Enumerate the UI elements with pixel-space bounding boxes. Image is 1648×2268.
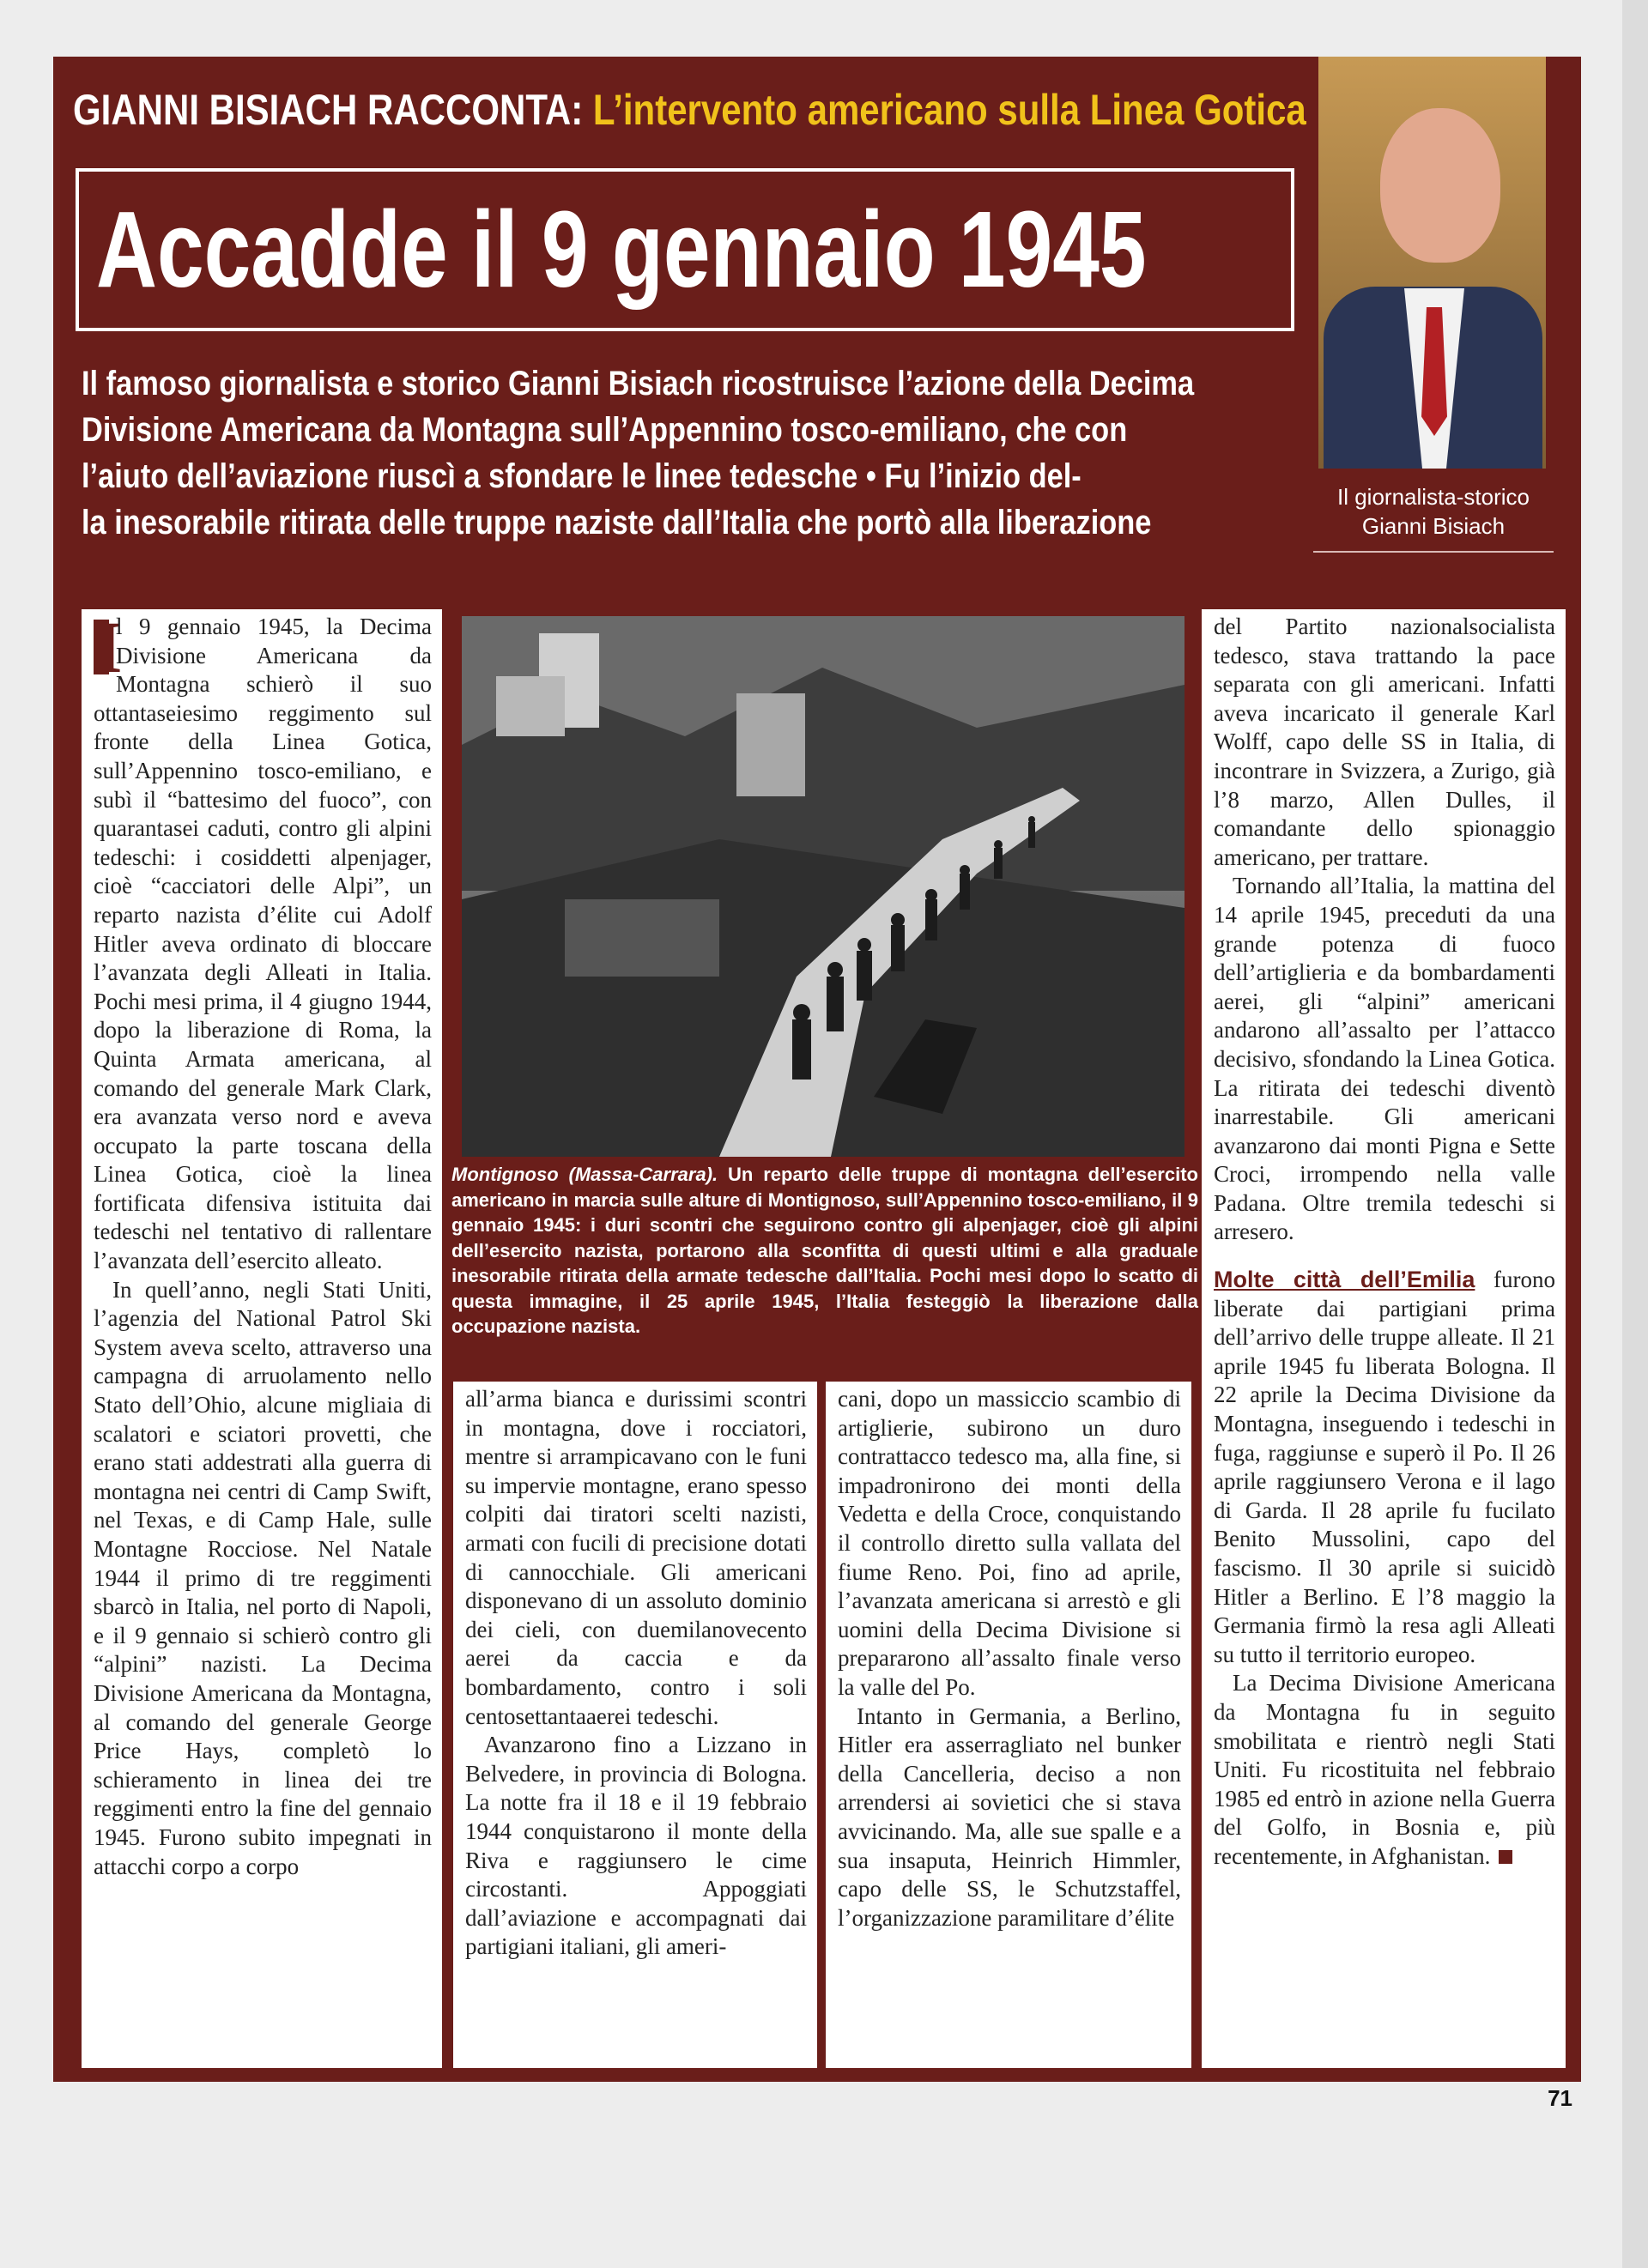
kicker-lead: GIANNI BISIACH RACCONTA: <box>73 86 584 134</box>
kicker-topic: L’intervento americano sulla Linea Gotica <box>592 86 1306 134</box>
article-column-1 <box>82 609 442 2068</box>
paragraph: In quell’anno, negli Stati Uniti, l’agenzia del National Patrol Ski System aveva scelto, attraverso una campagna di arruolamento nello Stato dell’Ohio, alcune migliaia di scalatori e sciatori provetti, che erano stati addestrati alla guerra di montagna nei centri di Camp Swift, nel Texas, e di Camp Hale, sulle Montagne Rocciose. Nel Natale 1944 il primo di tre reggimenti sbarcò in Italia, nel porto di Napoli, e il 9 gennaio si schierò contro gli “alpini” nazisti. La Decima Divisione Americana da Montagna, al comando del generale George Price Hays, completò lo schieramento in linea dei tre reggimenti entro la fine del gennaio 1945. Furono subito impegnati in attacchi corpo a corpo <box>94 1276 432 1879</box>
standfirst-line: Il famoso giornalista e storico Gianni Bisiach ricostruisce l’azione della Decima <box>82 365 1195 402</box>
photo-soldiers-marching <box>462 616 1184 1157</box>
article-column-2 <box>453 1382 817 2068</box>
paragraph: I l 9 gennaio 1945, la Decima Divisione Americana da Montagna schierò il suo ottantaseiesimo reggimento sul fronte della Linea Gotica, sull’Appennino tosco-emiliano, e subì il “battesimo del fuoco”, con quarantasei caduti, contro gli alpini tedeschi: i cosiddetti alpenjager, cioè “cacciatori delle Alpi”, un reparto nazista d’élite cui Adolf Hitler aveva ordinato di bloccare l’avanzata degli Alleati in Italia. Pochi mesi prima, il 4 giugno 1944, dopo la liberazione di Roma, la Quinta Armata americana, al comando del generale Mark Clark, era avanzata verso nord e aveva occupato la parte toscana della Linea Gotica, cioè la linea fortificata difensiva istituita dai tedeschi nel tentativo di rallentare l’avanzata dell’esercito alleato. <box>94 609 432 1274</box>
page-number: 71 <box>1548 2085 1572 2111</box>
paragraph: La Decima Divisione Americana da Montagna fu in seguito smobilitata e rientrò negli Stati Uniti. Fu ricostituita nel febbraio 1985 ed entrò in azione nella Guerra del Golfo, in Bosnia e, più recentemente, in Afghanistan. <box>1214 1670 1555 1869</box>
war-photo <box>462 616 1184 1157</box>
page-edge <box>1622 0 1648 2268</box>
paragraph: Molte città dell’Emilia furono liberate dai partigiani prima dell’arrivo delle truppe alleate. Il 21 aprile 1945 fu liberata Bologna. Il 22 aprile la Decima Divisione da Montagna, inseguendo i tedeschi in fuga, raggiunse e superò il Po. Il 26 aprile raggiunsero Verona e il lago di Garda. Il 28 aprile fu fucilato Benito Mussolini, capo del fascismo. Il 30 aprile si suicidò Hitler a Berlino. E l’8 maggio la Germania firmò la resa agli Alleati su tutto il territorio europeo. <box>1214 1267 1556 1667</box>
kicker <box>73 76 1306 144</box>
paragraph: Intanto in Germania, a Berlino, Hitler era asserragliato nel bunker della Cancelleria, deciso a non arrendersi ai sovietici che si stava avvicinando. Ma, alle sue spalle e a sua insaputa, Heinrich Himmler, capo delle SS, le Schutzstaffel, l’organizzazione paramilitare d’élite <box>838 1703 1181 1931</box>
paragraph: Avanzarono fino a Lizzano in Belvedere, in provincia di Bologna. La notte fra il 18 e il 19 febbraio 1944 conquistarono il monte della Riva e raggiunsero le cime circostanti. Appoggiati dall’aviazione e accompagnati dai partigiani italiani, gli ameri- <box>465 1732 807 1960</box>
portrait-caption-name: Gianni Bisiach <box>1361 513 1506 539</box>
paragraph: cani, dopo un massiccio scambio di artiglierie, subirono un duro contrattacco tedesco ma, alla fine, si impadronirono dei monti della Vedetta e della Croce, conquistando il controllo diretto sulla vallata del fiume Reno. Poi, fino ad aprile, l’avanzata americana si arrestò e gli uomini della Decima Divisione si prepararono all’assalto finale verso la valle del Po. <box>838 1386 1181 1700</box>
photo-caption-text: Un reparto delle truppe di montagna dell’esercito americano in marcia sulle alture di Montignoso, sull’Appennino tosco-emiliano, il 9 gennaio 1945: i duri scontri che seguirono contro gli alpenjager, cioè gli alpini dell’esercito nazista, portarono alla sconfitta di questi ultimi e alla graduale inesorabile ritirata della armate tedesche dall’Italia. Pochi mesi dopo lo scatto di questa immagine, il 25 aprile 1945, l’Italia festeggiò la liberazione dalla occupazione nazista. <box>451 1164 1198 1337</box>
caption-rule <box>1313 551 1554 553</box>
portrait-caption <box>1313 482 1554 541</box>
portrait-face <box>1380 108 1500 263</box>
headline: Accadde il 9 gennaio 1945 <box>96 189 1147 310</box>
drop-cap: I <box>94 609 123 688</box>
standfirst-line: la inesorabile ritirata delle truppe naziste dall’Italia che portò alla liberazione <box>82 504 1152 541</box>
portrait-caption-line: Il giornalista-storico <box>1337 484 1530 510</box>
article-column-4 <box>1202 609 1566 2068</box>
photo-caption <box>451 1162 1198 1340</box>
author-portrait <box>1318 57 1546 469</box>
article-column-3 <box>826 1382 1191 2068</box>
paragraph: Tornando all’Italia, la mattina del 14 aprile 1945, preceduti da una grande potenza di fuoco dell’artiglieria e da bombardamenti aerei, gli “alpini” americani andarono all’assalto per l’attacco decisivo, sfondando la Linea Gotica. La ritirata dei tedeschi diventò inarrestabile. Gli americani avanzarono dai monti Pigna e Sette Croci, irrompendo nella valle Padana. Oltre tremila tedeschi si arresero. <box>1214 873 1555 1245</box>
standfirst-line: l’aiuto dell’aviazione riuscì a sfondare le linee tedesche • Fu l’inizio del- <box>82 457 1082 495</box>
paragraph: del Partito nazionalsocialista tedesco, stava trattando la pace separata con gli americani. Infatti aveva incaricato il generale Karl Wolff, capo delle SS in Italia, di incontrare in Svizzera, a Zurigo, già l’8 marzo, Allen Dulles, il comandante dello spionaggio americano, per trattare. <box>1214 614 1555 870</box>
headline-box <box>76 168 1294 331</box>
end-mark <box>1499 1850 1512 1864</box>
standfirst-line: Divisione Americana da Montagna sull’Appennino tosco-emiliano, che con <box>82 411 1128 449</box>
photo-caption-place: Montignoso (Massa-Carrara). <box>451 1164 718 1185</box>
standfirst <box>82 360 1318 546</box>
paragraph: all’arma bianca e durissimi scontri in montagna, dove i rocciatori, mentre si arrampicavano con le funi su impervie montagne, erano spesso colpiti dai tiratori scelti nazisti, armati con fucili di precisione dotati di cannocchiale. Gli americani disponevano di un assoluto dominio dei cieli, con duemilanovecento aerei da caccia e da bombardamento, contro i soli centosettantaaerei tedeschi. <box>465 1386 807 1729</box>
subhead: Molte città dell’Emilia <box>1214 1267 1475 1293</box>
